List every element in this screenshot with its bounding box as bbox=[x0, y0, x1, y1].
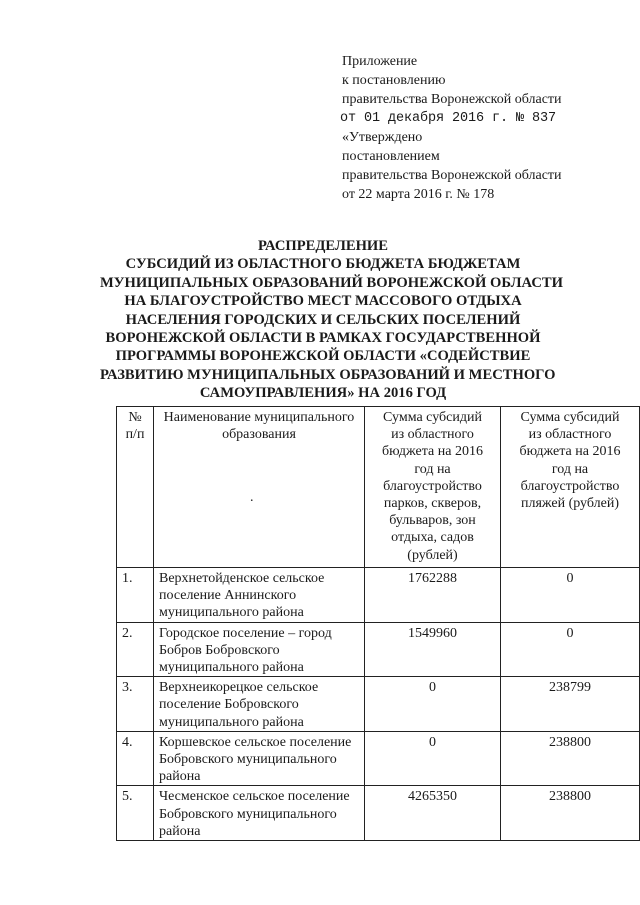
title-line: НАСЕЛЕНИЯ ГОРОДСКИХ И СЕЛЬСКИХ ПОСЕЛЕНИЙ bbox=[125, 311, 521, 328]
row-beaches-sum: 0 bbox=[501, 568, 640, 623]
annex-line: Приложение bbox=[342, 54, 418, 69]
row-parks-sum: 0 bbox=[365, 677, 501, 732]
title-line: НА БЛАГОУСТРОЙСТВО МЕСТ МАССОВОГО ОТДЫХА bbox=[124, 293, 522, 310]
row-beaches-sum: 0 bbox=[501, 622, 640, 677]
title-line: САМОУПРАВЛЕНИЯ» НА 2016 ГОД bbox=[199, 385, 447, 402]
row-num: 4. bbox=[117, 731, 154, 786]
row-name: Коршевское сельское поселение Бобровского муниципального района bbox=[154, 731, 365, 786]
table-row bbox=[117, 786, 640, 841]
table-row bbox=[117, 731, 640, 786]
row-parks-sum: 4265350 bbox=[365, 786, 501, 841]
annex-line: правительства Воронежской области bbox=[342, 168, 562, 183]
row-name: Верхнетойденское сельское поселение Аннинского муниципального района bbox=[154, 568, 365, 623]
title-line: ПРОГРАММЫ ВОРОНЕЖСКОЙ ОБЛАСТИ «СОДЕЙСТВИЕ bbox=[115, 348, 531, 365]
title-line: РАЗВИТИЮ МУНИЦИПАЛЬНЫХ ОБРАЗОВАНИЙ И МЕСТНОГО bbox=[100, 366, 556, 383]
header-name: Наименование муниципального образования . bbox=[154, 407, 365, 568]
table-row bbox=[117, 677, 640, 732]
row-num: 3. bbox=[117, 677, 154, 732]
stray-mark: . bbox=[250, 490, 254, 505]
header-num: № п/п bbox=[117, 407, 154, 568]
row-name: Городское поселение – город Бобров Бобровского муниципального района bbox=[154, 622, 365, 677]
row-num: 2. bbox=[117, 622, 154, 677]
table-row bbox=[117, 568, 640, 623]
row-num: 1. bbox=[117, 568, 154, 623]
row-parks-sum: 1762288 bbox=[365, 568, 501, 623]
table-header-row bbox=[117, 407, 640, 568]
row-name: Чесменское сельское поселение Бобровского муниципального района bbox=[154, 786, 365, 841]
title-line: МУНИЦИПАЛЬНЫХ ОБРАЗОВАНИЙ ВОРОНЕЖСКОЙ ОБЛАСТИ bbox=[100, 274, 563, 291]
row-num: 5. bbox=[117, 786, 154, 841]
row-beaches-sum: 238800 bbox=[501, 731, 640, 786]
subsidy-table bbox=[116, 406, 640, 841]
annex-header bbox=[342, 52, 622, 204]
row-beaches-sum: 238800 bbox=[501, 786, 640, 841]
row-beaches-sum: 238799 bbox=[501, 677, 640, 732]
row-parks-sum: 0 bbox=[365, 731, 501, 786]
document-title bbox=[100, 237, 563, 403]
title-line: ВОРОНЕЖСКОЙ ОБЛАСТИ В РАМКАХ ГОСУДАРСТВЕННОЙ bbox=[105, 330, 541, 347]
header-beaches: Сумма субсидий из областного бюджета на 2016 год на благоустройство пляжей (рублей) bbox=[501, 407, 640, 568]
annex-line: от 22 марта 2016 г. № 178 bbox=[342, 187, 495, 202]
row-name: Верхнеикорецкое сельское поселение Бобровского муниципального района bbox=[154, 677, 365, 732]
header-parks: Сумма субсидий из областного бюджета на 2016 год на благоустройство парков, скверов, бульваров, зон отдыха, садов (рублей) bbox=[365, 407, 501, 568]
annex-line: правительства Воронежской области bbox=[342, 92, 562, 107]
annex-decree-date: от 01 декабря 2016 г. № 837 bbox=[340, 111, 557, 126]
row-parks-sum: 1549960 bbox=[365, 622, 501, 677]
annex-line: постановлением bbox=[342, 149, 440, 164]
annex-line: «Утверждено bbox=[342, 130, 423, 145]
title-line: СУБСИДИЙ ИЗ ОБЛАСТНОГО БЮДЖЕТА БЮДЖЕТАМ bbox=[125, 256, 521, 273]
annex-line: к постановлению bbox=[342, 73, 446, 88]
table-row bbox=[117, 622, 640, 677]
title-line: РАСПРЕДЕЛЕНИЕ bbox=[257, 238, 389, 254]
